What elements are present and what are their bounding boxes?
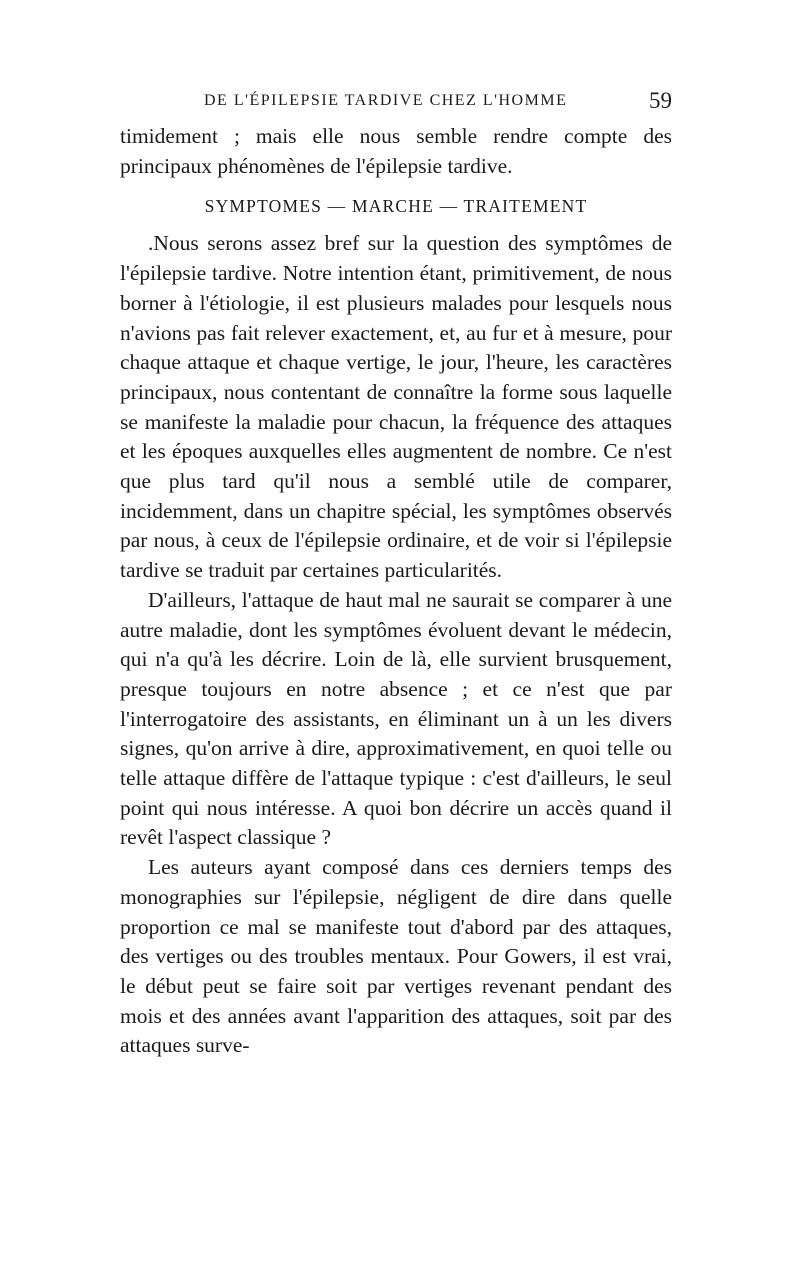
paragraph-symptoms: .Nous serons assez bref sur la question des symptômes de l'épilepsie tardive. Notre intention étant, primitivement, de nous borner à l'étiologie, il est plusieurs malades pour lesquels nous n'avions pas fait relever exactement, et, au fur et à mesure, pour chaque attaque et chaque vertige, le jour, l'heure, les caractères principaux, nous contentant de connaître la forme sous laquelle se manifeste la maladie pour chacun, la fréquence des attaques et les époques auxquelles elles augmentent de nombre. Ce n'est que plus tard qu'il nous a semblé utile de comparer, incidemment, dans un chapitre spécial, les symptômes observés par nous, à ceux de l'épilepsie ordinaire, et de voir si l'épilepsie tardive se traduit par certaines particularités. — [120, 231, 672, 583]
paragraph-authors: Les auteurs ayant composé dans ces derniers temps des monographies sur l'épilepsie, négligent de dire dans quelle proportion ce mal se manifeste tout d'abord par des attaques, des vertiges ou des troubles mentaux. Pour Gowers, il est vrai, le début peut se faire soit par vertiges revenant pendant des mois et des années avant l'apparition des attaques, soit par des attaques surve- — [120, 855, 672, 1058]
continuation-paragraph: timidement ; mais elle nous semble rendre compte des principaux phénomènes de l'épilepsie tardive. — [120, 124, 672, 178]
book-page — [120, 88, 672, 1061]
running-head — [120, 88, 672, 122]
paragraph-attack: D'ailleurs, l'attaque de haut mal ne saurait se comparer à une autre maladie, dont les symptômes évoluent devant le médecin, qui n'a qu'à les décrire. Loin de là, elle survient brusquement, presque toujours en notre absence ; et ce n'est que par l'interrogatoire des assistants, en éliminant un à un les divers signes, qu'on arrive à dire, approximativement, en quoi telle ou telle attaque diffère de l'attaque typique : c'est d'ailleurs, le seul point qui nous intéresse. A quoi bon décrire un accès quand il revêt l'aspect classique ? — [120, 587, 672, 850]
section-heading: SYMPTOMES — MARCHE — TRAITEMENT — [204, 196, 588, 217]
running-title: DE L'ÉPILEPSIE TARDIVE CHEZ L'HOMME — [204, 92, 568, 109]
page-number: 59 — [649, 88, 672, 113]
